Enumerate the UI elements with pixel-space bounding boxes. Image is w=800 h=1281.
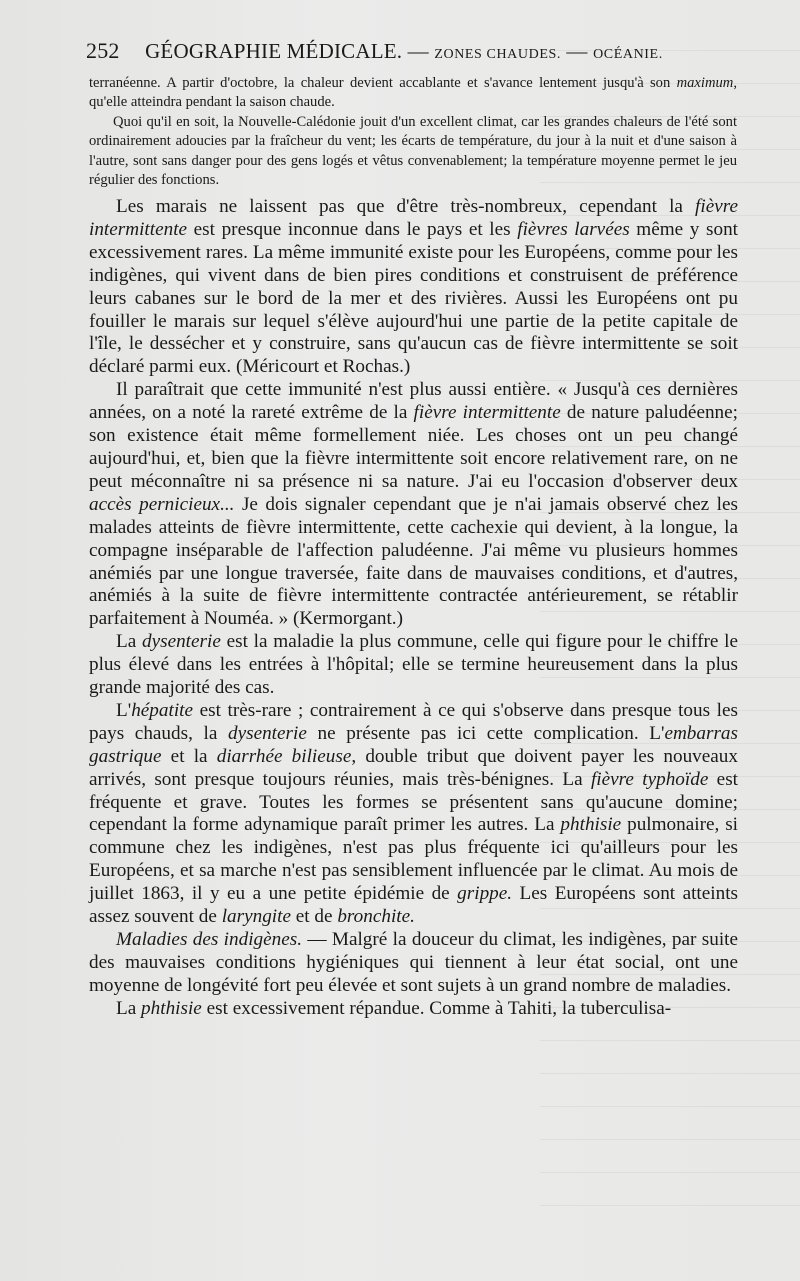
header-title: GÉOGRAPHIE MÉDICALE.	[145, 39, 403, 63]
italic-run: fièvre typhoïde	[590, 768, 709, 790]
small-print-block	[89, 74, 737, 190]
italic-run: dysenterie	[142, 631, 221, 653]
italic-run: hépatite	[131, 699, 193, 721]
text-run: , qu'elle atteindra pendant la saison chaude.	[89, 75, 737, 111]
italic-run: diarrhée bilieuse	[216, 745, 352, 767]
text-run: La	[116, 997, 142, 1019]
header-region: OCÉANIE.	[593, 47, 663, 62]
paragraph-maladies-indigenes	[89, 929, 738, 998]
text-run: Je dois signaler cependant que je n'ai jamais observé chez les malades atteints de fièvre intermittente, cette cachexie qui devient, à la longue, la compagne inséparable de l'affection paludéenne. J'ai même vu plusieurs hommes anémiés par une longue traversée, faite dans de mauvaises conditions, et d'autres, anémiés à la suite de fièvre intermittente contractée antérieurement, se rétablir parfaitement à Nouméa. » (Kermorgant.)	[89, 493, 738, 630]
italic-run: laryngite	[221, 906, 291, 928]
italic-run: Maladies des indigènes.	[116, 929, 303, 950]
header-section: ZONES CHAUDES.	[434, 47, 561, 62]
text-run: L'	[116, 699, 132, 721]
text-run: est presque inconnue dans le pays et les	[187, 218, 518, 240]
text-run: est fréquente et grave. Toutes les formes se présentent sans qu'aucune domine; cependant la forme adynamique paraît primer les autres. La	[89, 768, 738, 836]
text-run: La	[116, 631, 142, 653]
text-run: Les Européens sont atteints assez souvent de	[89, 883, 739, 928]
paragraph-marais	[89, 196, 738, 379]
text-run: même y sont excessivement rares. La même immunité existe pour les Européens, comme pour les indigènes, qui vivent dans de bien pires conditions et construisent de préférence leurs cabanes sur le bord de la mer et des rivières. Aussi les Européens ont pu fouiller le marais sur lequel s'élève aujourd'hui une partie de la petite capitale de l'île, le dessécher et y construire, sans qu'aucun cas de fièvre intermittente se soit déclaré parmi eux. (Méricourt et Rochas.)	[89, 218, 738, 378]
text-run: est très-rare ; contrairement à ce qui s'observe dans presque tous les pays chauds, la	[89, 699, 738, 744]
text-run: Les marais ne laissent pas que d'être très-nombreux, cependant la	[116, 196, 696, 217]
italic-run: dysenterie	[228, 722, 307, 744]
small-paragraph-1	[89, 74, 737, 113]
text-run: de nature paludéenne; son existence était même formellement niée. Les choses ont un peu changé aujourd'hui, et, bien que la fièvre intermittente soit encore relativement rare, on ne peut méconnaître ni sa présence ni sa nature. J'ai eu l'occasion d'observer deux	[89, 402, 738, 492]
main-text	[89, 196, 738, 1021]
header-dash: —	[407, 39, 429, 63]
paragraph-immunite	[89, 379, 738, 631]
italic-run: bronchite.	[337, 906, 415, 928]
text-run: pulmonaire, si commune chez les indigènes, n'est pas plus fréquente ici qu'ailleurs pour les Européens, et sa marche n'est pas sensiblement influencée par le climat. Au mois de juillet 1863, il y eu a une petite épidémie de	[89, 814, 738, 905]
header-dash: —	[566, 39, 588, 63]
italic-run: grippe.	[457, 883, 513, 905]
text-run: est la maladie la plus commune, celle qui figure pour le chiffre le plus élevé dans les entrées à l'hôpital; elle se termine heureusement dans la plus grande majorité des cas.	[89, 631, 738, 699]
italic-run: fièvres larvées	[517, 218, 630, 240]
text-run: ne présente pas ici cette complication. L'	[306, 722, 665, 744]
italic-run: fièvre intermittente	[413, 402, 561, 424]
text-run: terranéenne. A partir d'octobre, la chaleur devient accablante et s'avance lentement jusqu'à son	[89, 75, 677, 91]
italic-run: embarras gastrique	[89, 722, 738, 767]
running-header	[86, 38, 736, 72]
italic-run: phthisie	[560, 814, 622, 836]
italic-run: phthisie	[141, 997, 202, 1019]
text-run: — Malgré la douceur du climat, les indigènes, par suite des mauvaises conditions hygiéniques qui tiennent à leur état social, ont une moyenne de longévité fort peu élevée et sont sujets à un grand nombre de maladies.	[89, 929, 739, 996]
text-run: et de	[290, 906, 338, 928]
text-run: est excessivement répandue. Comme à Tahiti, la tuberculisa-	[201, 997, 672, 1019]
text-run: et la	[161, 745, 217, 767]
paragraph-phthisie	[89, 998, 738, 1021]
italic-run: fièvre intermittente	[89, 196, 738, 240]
paragraph-hepatite	[89, 700, 738, 929]
italic-run: maximum	[676, 75, 734, 91]
paragraph-dysenterie	[89, 631, 738, 700]
text-run: , double tribut que doivent payer les nouveaux arrivés, sont presque toujours réunies, mais très-bénignes. La	[89, 745, 738, 790]
italic-run: accès pernicieux...	[89, 493, 235, 515]
text-run: Il paraîtrait que cette immunité n'est plus aussi entière. « Jusqu'à ces dernières années, on a noté la rareté extrême de la	[89, 379, 738, 424]
small-paragraph-2: Quoi qu'il en soit, la Nouvelle-Calédonie jouit d'un excellent climat, car les grandes chaleurs de l'été sont ordinairement adoucies par la fraîcheur du vent; les écarts de température, du jour à la nuit et d'une saison à l'autre, sont sans danger pour des gens logés et vêtus convenablement; la température moyenne permet le jeu régulier des fonctions.	[89, 113, 737, 189]
page-number: 252	[86, 38, 120, 63]
